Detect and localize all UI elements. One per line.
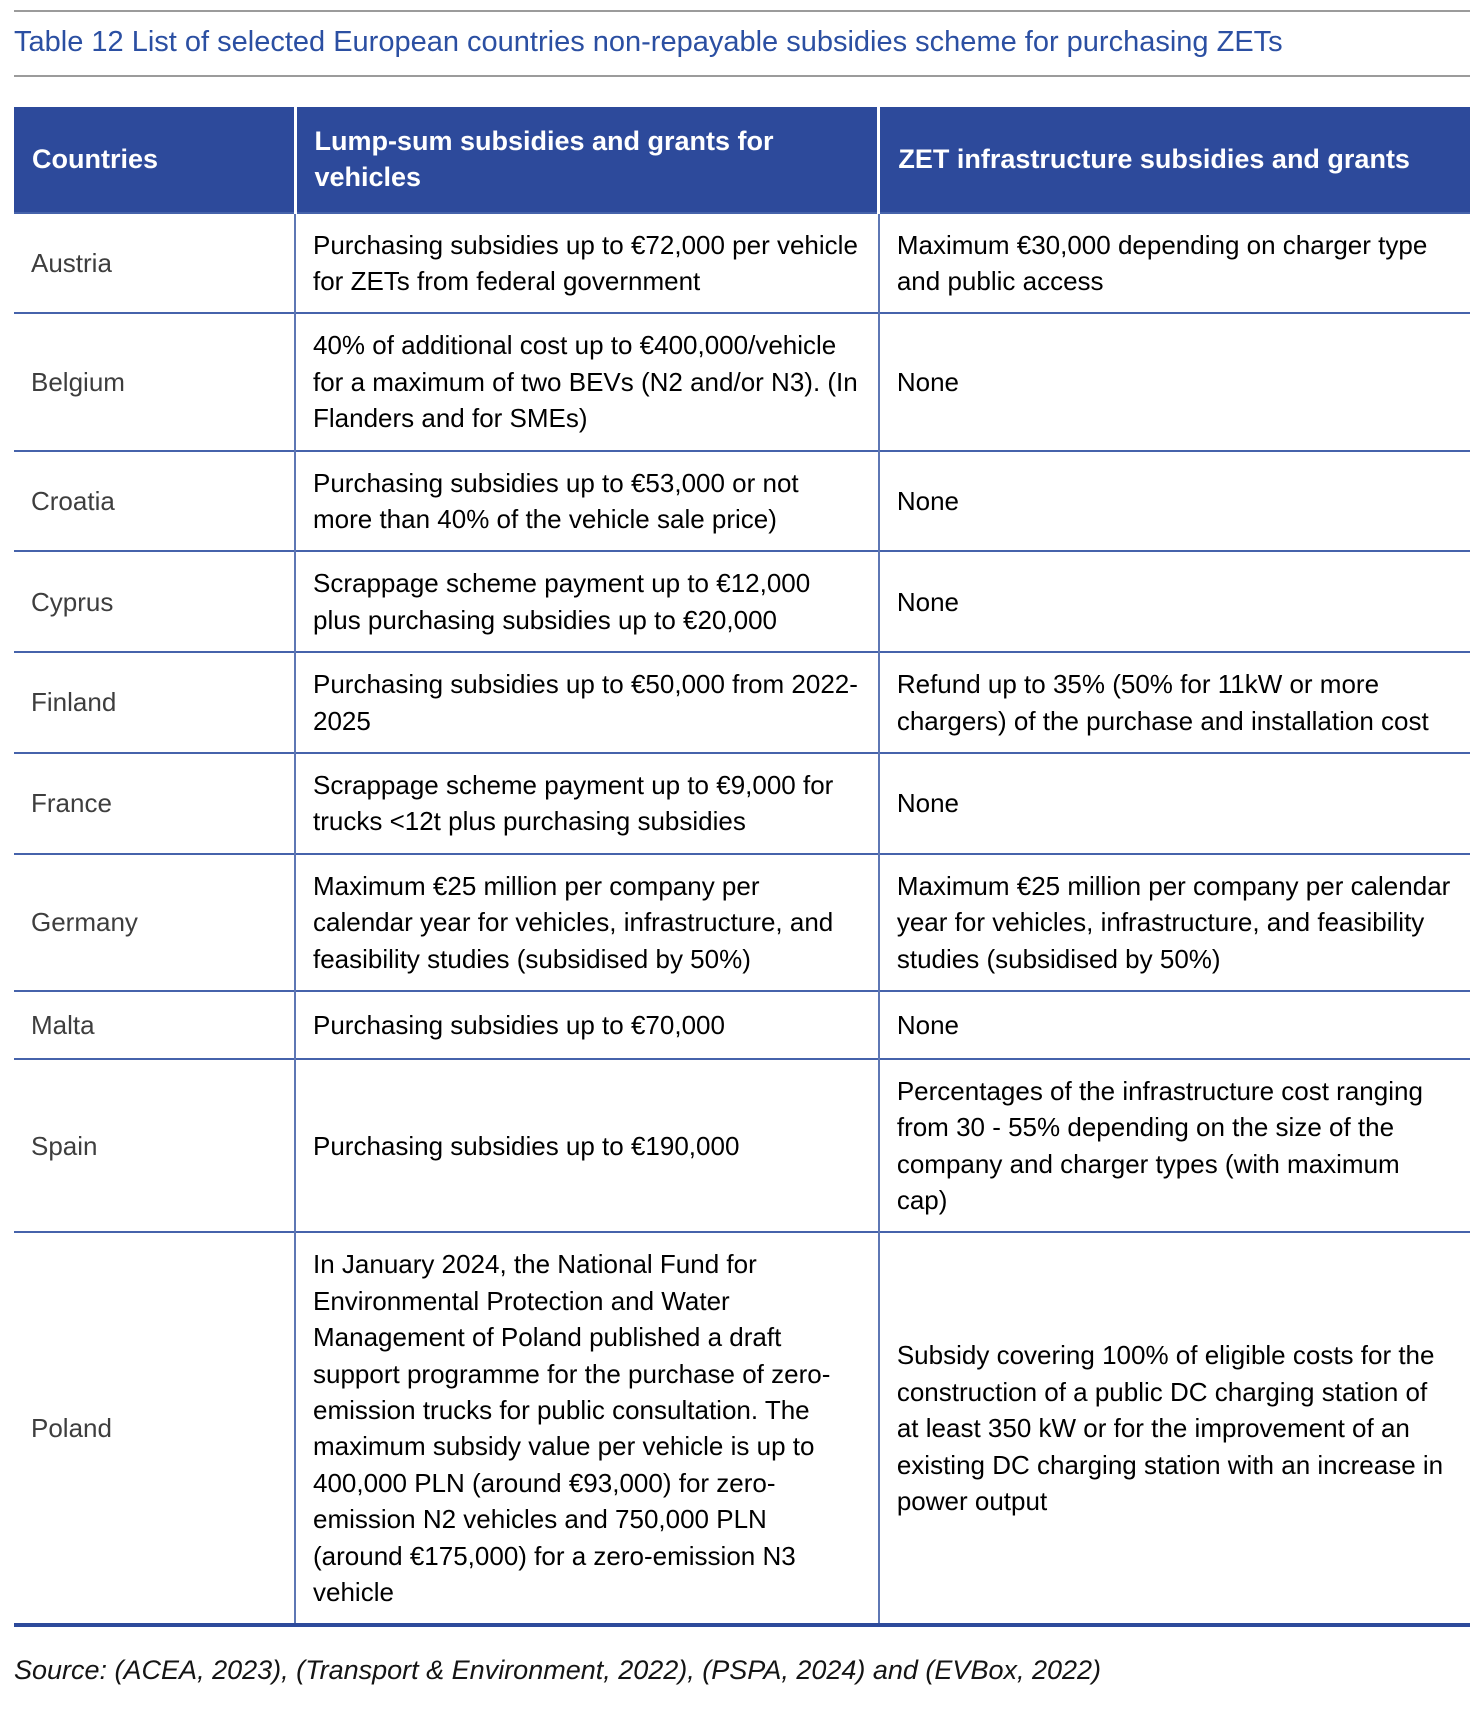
- infrastructure-subsidy-cell: Percentages of the infrastructure cost ranging from 30 - 55% depending on the size of the company and charger types (with maximum cap): [879, 1059, 1470, 1233]
- infrastructure-subsidy-cell: Maximum €25 million per company per calendar year for vehicles, infrastructure, and feasibility studies (subsidised by 50%): [879, 854, 1470, 991]
- title-bottom-rule: [14, 75, 1470, 77]
- vehicle-subsidy-cell: Purchasing subsidies up to €190,000: [295, 1059, 879, 1233]
- table-row-malta: [14, 991, 1470, 1059]
- vehicle-subsidy-cell: Purchasing subsidies up to €72,000 per vehicle for ZETs from federal government: [295, 213, 879, 314]
- col-header-infrastructure-subsidies: ZET infrastructure subsidies and grants: [879, 107, 1470, 213]
- top-rule: [14, 10, 1470, 12]
- infrastructure-subsidy-cell: Subsidy covering 100% of eligible costs for the construction of a public DC charging station of at least 350 kW or for the improvement of an existing DC charging station with an increase in power output: [879, 1232, 1470, 1625]
- infrastructure-subsidy-cell: Maximum €30,000 depending on charger type and public access: [879, 213, 1470, 314]
- table-row-germany: [14, 854, 1470, 991]
- infrastructure-subsidy-cell: None: [879, 753, 1470, 854]
- table-row-france: [14, 753, 1470, 854]
- country-cell: Cyprus: [14, 551, 295, 652]
- country-cell: Poland: [14, 1232, 295, 1625]
- vehicle-subsidy-cell: Scrappage scheme payment up to €12,000 plus purchasing subsidies up to €20,000: [295, 551, 879, 652]
- table-row-poland: [14, 1232, 1470, 1625]
- table-row-belgium: [14, 313, 1470, 450]
- vehicle-subsidy-cell: 40% of additional cost up to €400,000/vehicle for a maximum of two BEVs (N2 and/or N3). (In Flanders and for SMEs): [295, 313, 879, 450]
- infrastructure-subsidy-cell: None: [879, 551, 1470, 652]
- vehicle-subsidy-cell: In January 2024, the National Fund for Environmental Protection and Water Management of Poland published a draft support programme for the purchase of zero-emission trucks for public consultation. The maximum subsidy value per vehicle is up to 400,000 PLN (around €93,000) for zero-emission N2 vehicles and 750,000 PLN (around €175,000) for a zero-emission N3 vehicle: [295, 1232, 879, 1625]
- country-cell: Malta: [14, 991, 295, 1059]
- country-cell: France: [14, 753, 295, 854]
- col-header-vehicle-subsidies: Lump-sum subsidies and grants for vehicles: [295, 107, 879, 213]
- vehicle-subsidy-cell: Purchasing subsidies up to €70,000: [295, 991, 879, 1059]
- vehicle-subsidy-cell: Purchasing subsidies up to €50,000 from 2022-2025: [295, 652, 879, 753]
- country-cell: Austria: [14, 213, 295, 314]
- table-row-austria: [14, 213, 1470, 314]
- report-page: [0, 10, 1484, 1728]
- vehicle-subsidy-cell: Purchasing subsidies up to €53,000 or not more than 40% of the vehicle sale price): [295, 451, 879, 552]
- infrastructure-subsidy-cell: Refund up to 35% (50% for 11kW or more chargers) of the purchase and installation cost: [879, 652, 1470, 753]
- table-header-row: [14, 107, 1470, 213]
- country-cell: Germany: [14, 854, 295, 991]
- vehicle-subsidy-cell: Scrappage scheme payment up to €9,000 for trucks <12t plus purchasing subsidies: [295, 753, 879, 854]
- country-cell: Spain: [14, 1059, 295, 1233]
- table-title: Table 12 List of selected European countries non-repayable subsidies scheme for purchasing ZETs: [14, 26, 1283, 58]
- country-cell: Finland: [14, 652, 295, 753]
- infrastructure-subsidy-cell: None: [879, 991, 1470, 1059]
- table-row-finland: [14, 652, 1470, 753]
- country-cell: Croatia: [14, 451, 295, 552]
- table-row-croatia: [14, 451, 1470, 552]
- infrastructure-subsidy-cell: None: [879, 313, 1470, 450]
- table-row-cyprus: [14, 551, 1470, 652]
- vehicle-subsidy-cell: Maximum €25 million per company per calendar year for vehicles, infrastructure, and feasibility studies (subsidised by 50%): [295, 854, 879, 991]
- country-cell: Belgium: [14, 313, 295, 450]
- infrastructure-subsidy-cell: None: [879, 451, 1470, 552]
- table-row-spain: [14, 1059, 1470, 1233]
- subsidies-table: [14, 107, 1470, 1628]
- col-header-countries: Countries: [14, 107, 295, 213]
- source-note: Source: (ACEA, 2023), (Transport & Environment, 2022), (PSPA, 2024) and (EVBox, 2022): [14, 1655, 1102, 1686]
